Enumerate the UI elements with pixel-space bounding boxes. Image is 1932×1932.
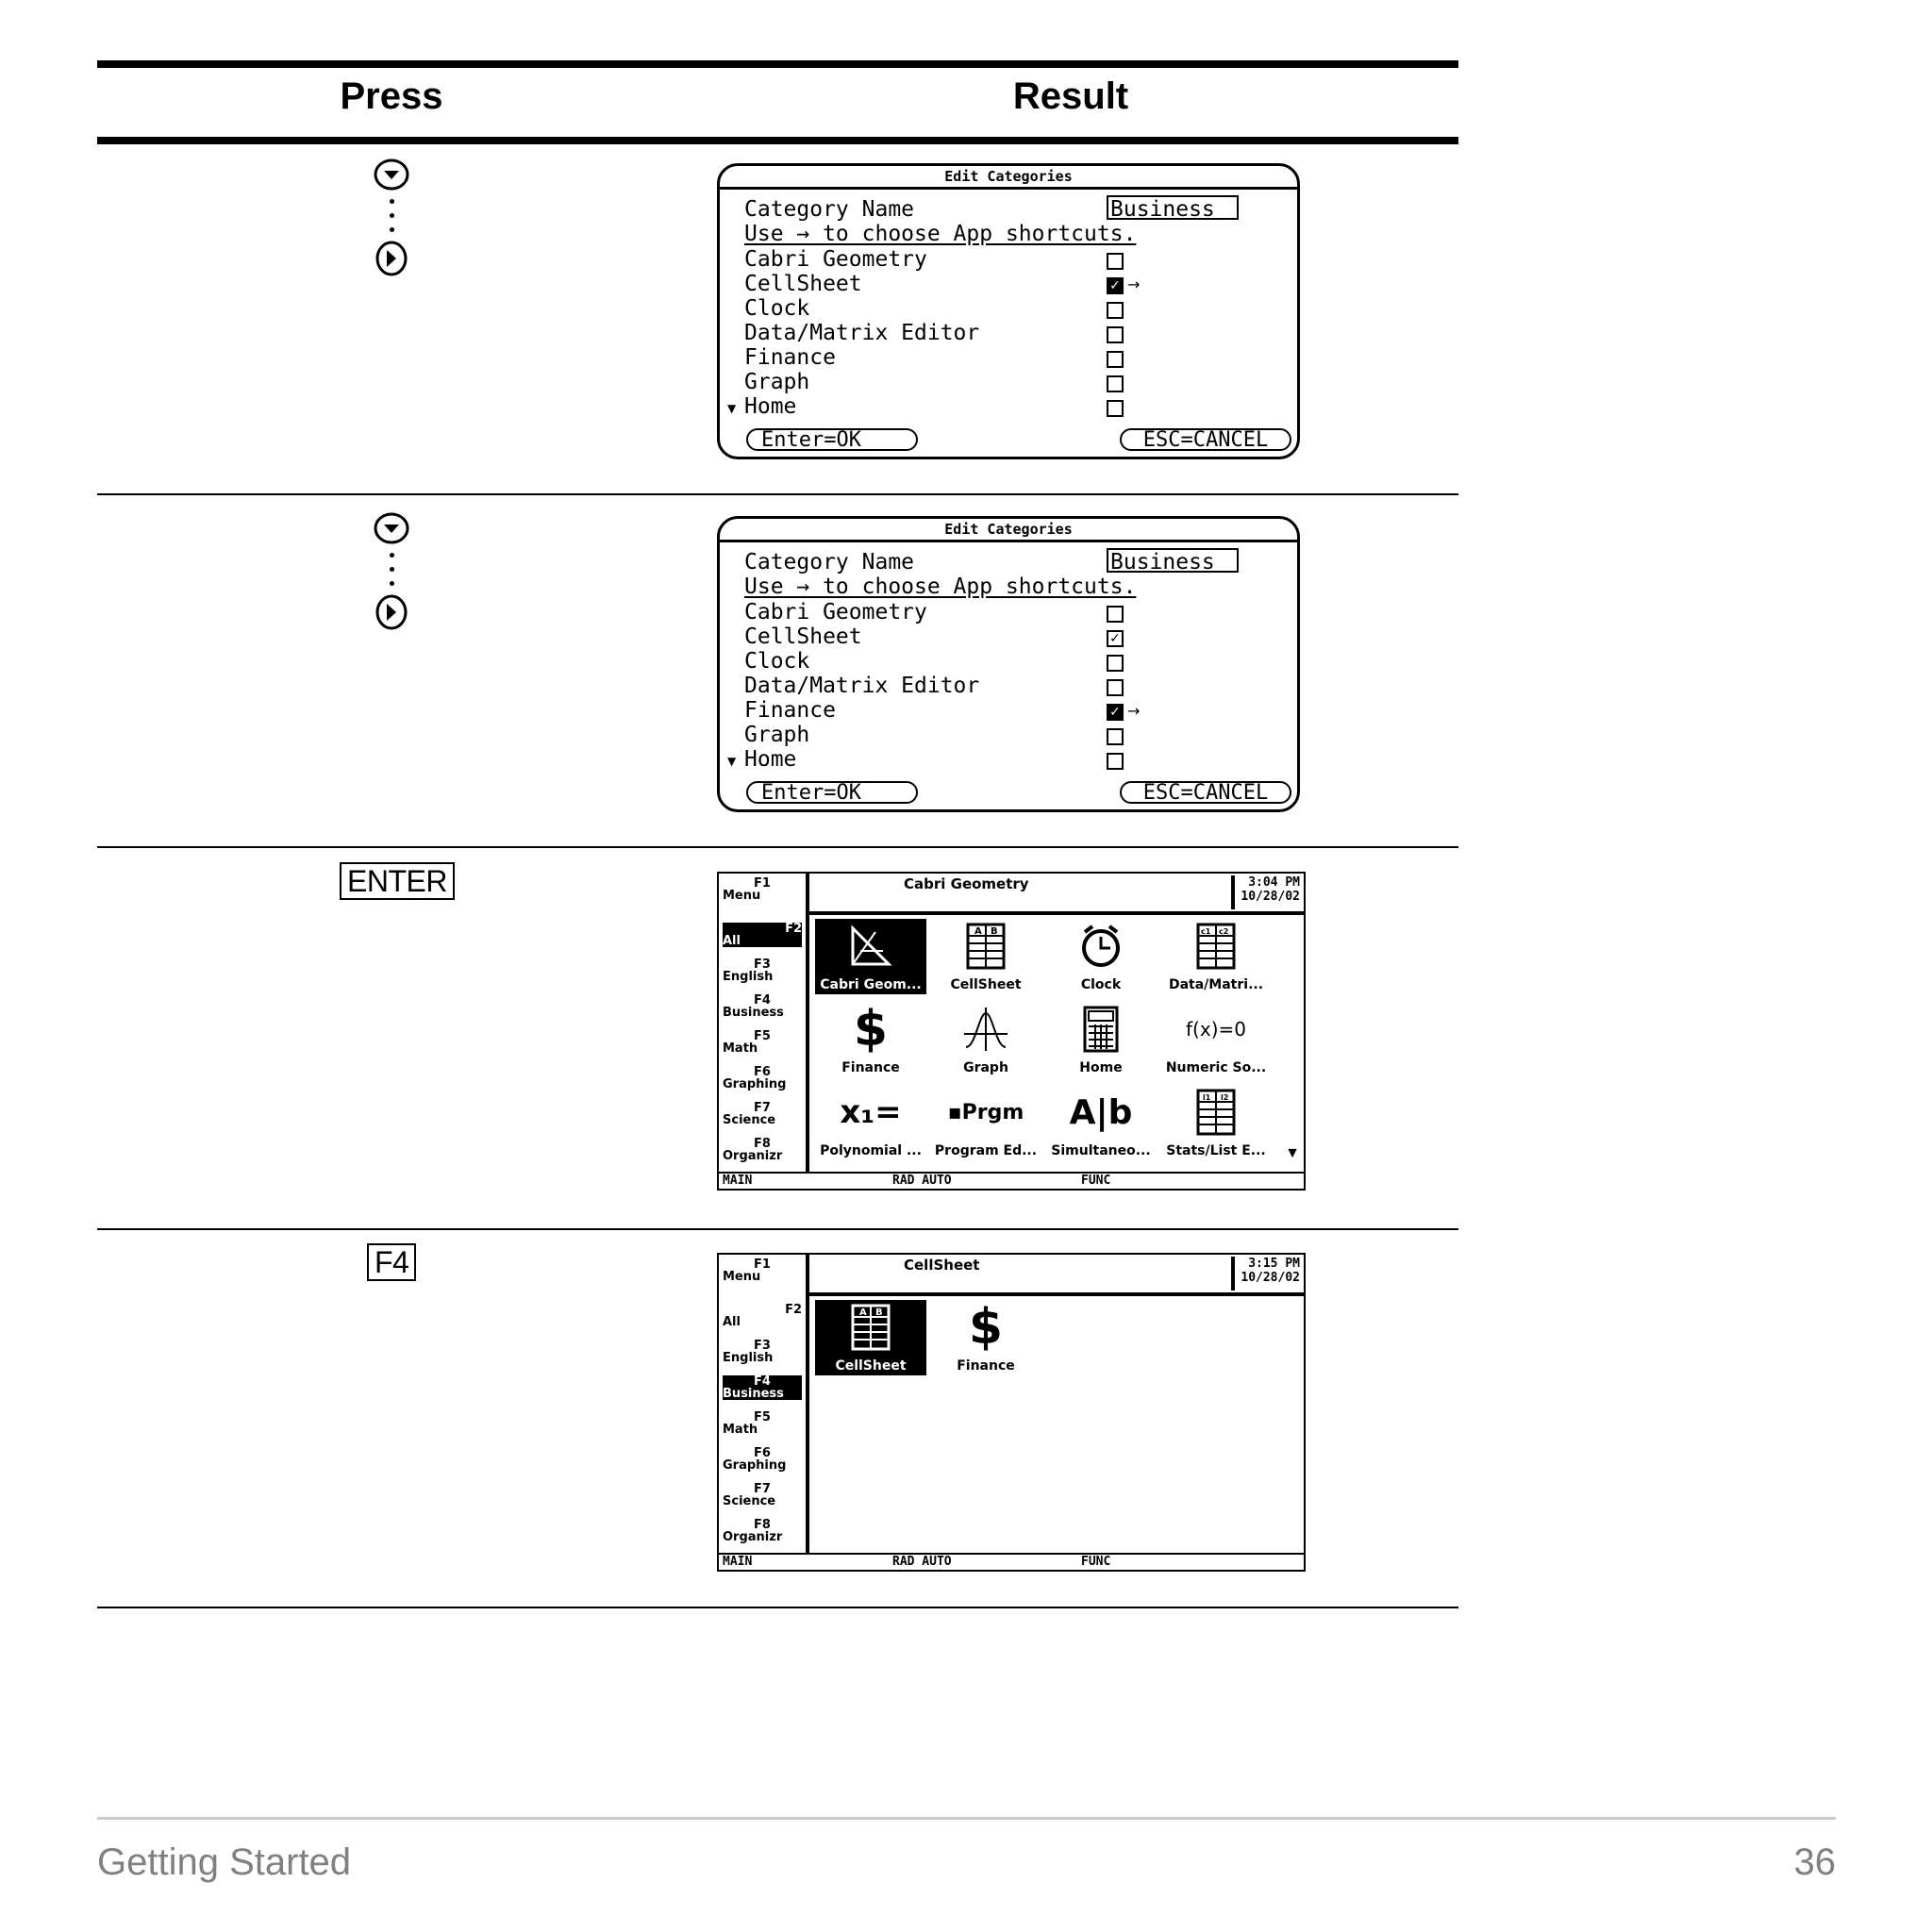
svg-text:B: B [875, 1307, 883, 1318]
data-matrix-icon [1192, 923, 1240, 970]
checkbox-checked-icon[interactable]: ✓ [1107, 277, 1124, 294]
scroll-down-icon: ▼ [727, 402, 737, 415]
dollar-icon: $ [968, 1299, 1004, 1356]
clock-readout: 3:04 PM 10/28/02 [1231, 875, 1300, 909]
fkey-graphing[interactable]: F6 Graphing [723, 1446, 787, 1473]
numeric-solver-icon: f(x)=0 [1186, 1018, 1246, 1041]
svg-text:c1: c1 [1201, 927, 1211, 936]
apps-desktop-business [717, 1253, 1306, 1572]
hint-text: Use → to choose App shortcuts. [744, 575, 1137, 599]
app-item: Home [744, 747, 797, 772]
app-graph[interactable]: Graph [930, 1002, 1041, 1077]
fkey-science[interactable]: F7 Science [723, 1101, 776, 1127]
press-cell-row1 [358, 158, 425, 277]
cabri-geometry-icon [847, 923, 894, 970]
app-stats-list[interactable]: l1 l2 Stats/List E... [1160, 1085, 1272, 1160]
category-name-label: Category Name [744, 550, 915, 575]
right-arrow-key-icon [373, 593, 410, 631]
title-bar [809, 1255, 1304, 1296]
enter-key: ENTER [340, 862, 455, 900]
svg-text:l1: l1 [1203, 1093, 1211, 1102]
fkey-math[interactable]: F5 Math [723, 1029, 771, 1056]
checkbox-checked-icon[interactable]: ✓ [1107, 704, 1124, 721]
repeat-dots [390, 553, 394, 586]
header-press: Press [340, 75, 443, 117]
table-top-rule [97, 60, 1458, 68]
cellsheet-icon [962, 923, 1009, 970]
program-editor-icon: ▪Prgm [947, 1100, 1024, 1124]
fkey-all[interactable]: F2 All [723, 922, 802, 948]
fkey-english[interactable]: F3 English [723, 1339, 774, 1365]
fkey-menu[interactable]: F1 Menu [723, 876, 771, 903]
app-finance[interactable]: $ Finance [930, 1300, 1041, 1375]
app-item: Data/Matrix Editor [744, 674, 980, 698]
checkbox-icon[interactable] [1107, 375, 1124, 392]
row-divider [97, 1228, 1458, 1230]
down-arrow-key-icon [373, 511, 410, 545]
checkbox-icon[interactable] [1107, 351, 1124, 368]
app-clock[interactable]: Clock [1045, 919, 1157, 994]
app-cellsheet[interactable]: A B CellSheet [930, 919, 1041, 994]
polynomial-icon: x₁= [840, 1093, 902, 1131]
checkbox-icon[interactable] [1107, 326, 1124, 343]
app-simultaneous[interactable]: A|b Simultaneo... [1045, 1085, 1157, 1160]
right-arrow-icon: → [1127, 702, 1141, 720]
app-cabri-geometry[interactable]: Cabri Geom... [815, 919, 926, 994]
dialog-title: Edit Categories [720, 168, 1297, 190]
app-item: Cabri Geometry [744, 600, 927, 625]
app-item: Finance [744, 698, 836, 723]
svg-text:A: A [859, 1307, 867, 1318]
svg-text:l2: l2 [1221, 1093, 1229, 1102]
checkbox-icon[interactable] [1107, 753, 1124, 770]
category-sidebar [719, 874, 809, 1174]
dollar-icon: $ [853, 1001, 889, 1058]
app-home[interactable]: Home [1045, 1002, 1157, 1077]
edit-categories-dialog-2 [717, 516, 1300, 812]
app-polynomial[interactable]: x₁= Polynomial ... [815, 1085, 926, 1160]
dialog-title: Edit Categories [720, 521, 1297, 542]
app-finance[interactable]: $ Finance [815, 1002, 926, 1077]
fkey-math[interactable]: F5 Math [723, 1410, 771, 1437]
svg-text:c2: c2 [1219, 927, 1229, 936]
repeat-dots [390, 199, 394, 232]
app-cellsheet[interactable]: A B CellSheet [815, 1300, 926, 1375]
footer-rule [97, 1817, 1836, 1820]
clock-readout: 3:15 PM 10/28/02 [1231, 1257, 1300, 1291]
app-item: Clock [744, 296, 810, 321]
press-cell-row2 [358, 511, 425, 631]
fkey-organizr[interactable]: F8 Organizr [723, 1137, 783, 1163]
row-divider [97, 493, 1458, 495]
category-sidebar [719, 1255, 809, 1555]
svg-text:A: A [974, 926, 982, 937]
fkey-graphing[interactable]: F6 Graphing [723, 1065, 787, 1091]
app-item: Finance [744, 345, 836, 370]
status-bar: MAIN RAD AUTO FUNC [719, 1553, 1304, 1570]
checkbox-icon[interactable] [1107, 302, 1124, 319]
app-item: CellSheet [744, 272, 862, 296]
checkbox-icon[interactable] [1107, 679, 1124, 696]
footer-section-title: Getting Started [97, 1841, 352, 1883]
apps-desktop-all [717, 872, 1306, 1191]
app-item: Graph [744, 370, 810, 394]
checkbox-icon[interactable] [1107, 606, 1124, 623]
selected-app-title: CellSheet [904, 1257, 980, 1274]
fkey-business[interactable]: F4 Business [723, 1375, 802, 1400]
category-name-label: Category Name [744, 197, 915, 222]
app-item: Data/Matrix Editor [744, 321, 980, 345]
app-program-editor[interactable]: ▪Prgm Program Ed... [930, 1085, 1041, 1160]
checkbox-icon[interactable] [1107, 655, 1124, 672]
graph-icon [962, 1006, 1009, 1053]
selected-app-title: Cabri Geometry [904, 875, 1029, 892]
fkey-business[interactable]: F4 Business [723, 993, 784, 1020]
app-item: Home [744, 394, 797, 419]
cellsheet-icon [847, 1304, 894, 1351]
right-arrow-icon: → [1127, 275, 1141, 293]
table-bottom-rule [97, 1607, 1458, 1608]
enter-ok-button[interactable]: Enter=OK [746, 428, 918, 451]
category-name-input[interactable]: Business [1107, 195, 1239, 220]
title-bar [809, 874, 1304, 915]
row-divider [97, 846, 1458, 848]
fkey-menu[interactable]: F1 Menu [723, 1257, 771, 1284]
simultaneous-icon: A|b [1069, 1092, 1133, 1132]
esc-cancel-button[interactable]: ESC=CANCEL [1120, 428, 1291, 451]
fkey-all[interactable]: F2 All [723, 1303, 802, 1329]
enter-ok-button[interactable]: Enter=OK [746, 781, 918, 804]
app-item: Cabri Geometry [744, 247, 927, 272]
fkey-science[interactable]: F7 Science [723, 1482, 776, 1508]
app-numeric-solver[interactable]: f(x)=0 Numeric So... [1160, 1002, 1272, 1077]
app-item: Graph [744, 723, 810, 747]
checkbox-icon[interactable] [1107, 728, 1124, 745]
fkey-english[interactable]: F3 English [723, 958, 774, 984]
esc-cancel-button[interactable]: ESC=CANCEL [1120, 781, 1291, 804]
checkbox-checked-icon[interactable]: ✓ [1107, 630, 1124, 647]
svg-text:B: B [991, 926, 998, 937]
app-item: CellSheet [744, 625, 862, 649]
scroll-down-icon[interactable]: ▼ [1285, 1145, 1300, 1161]
table-header-rule [97, 137, 1458, 144]
scroll-down-icon: ▼ [727, 755, 737, 768]
category-name-input[interactable]: Business [1107, 548, 1239, 573]
down-arrow-key-icon [373, 158, 410, 192]
page-number: 36 [1793, 1841, 1836, 1883]
checkbox-icon[interactable] [1107, 253, 1124, 270]
hint-text: Use → to choose App shortcuts. [744, 222, 1137, 246]
app-data-matrix[interactable]: c1 c2 Data/Matri... [1160, 919, 1272, 994]
checkbox-icon[interactable] [1107, 400, 1124, 417]
header-result: Result [1012, 75, 1129, 117]
stats-list-icon [1192, 1089, 1240, 1136]
app-item: Clock [744, 649, 810, 674]
status-bar: MAIN RAD AUTO FUNC [719, 1172, 1304, 1189]
f4-key: F4 [367, 1243, 416, 1281]
edit-categories-dialog-1 [717, 163, 1300, 459]
calculator-icon [1077, 1006, 1124, 1053]
fkey-organizr[interactable]: F8 Organizr [723, 1518, 783, 1544]
clock-icon [1077, 923, 1124, 970]
right-arrow-key-icon [373, 240, 410, 277]
